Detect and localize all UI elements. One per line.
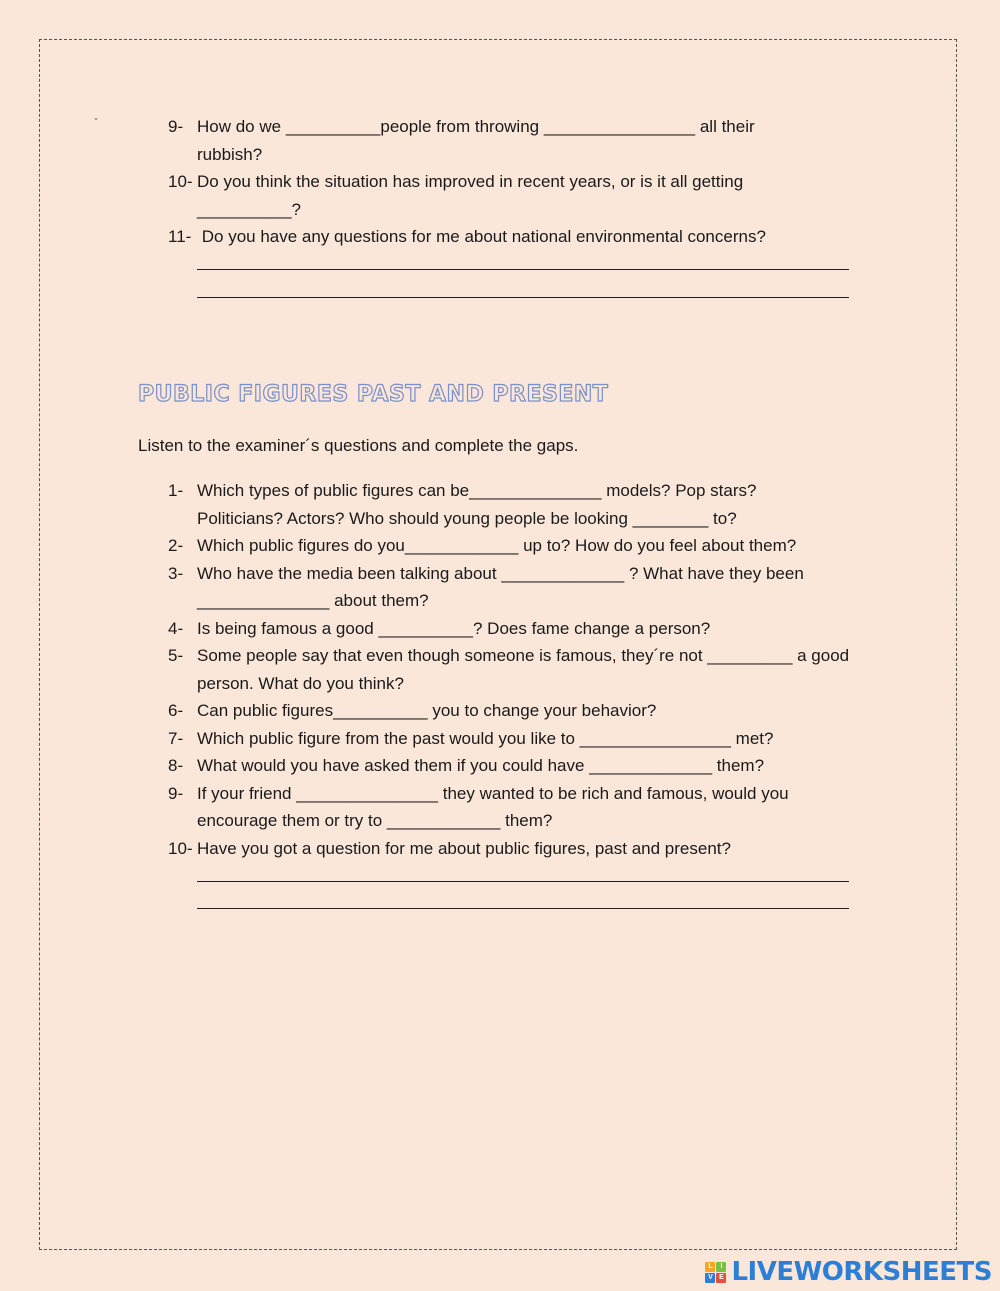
logo-tile: V (705, 1273, 715, 1283)
question-number: 1- (168, 481, 184, 500)
question-number: 10- (168, 838, 193, 858)
question-text: Which public figures do you____________ up to? How do you feel about them? (197, 536, 797, 555)
question-text: Who have the media been talking about _____________ ? What have they been ______________ about them? (197, 563, 809, 610)
question-text: If your friend _______________ they wanted to be rich and famous, would you encourage them or try to ____________ them? (197, 783, 794, 830)
question-number: 3- (168, 563, 184, 583)
question-number: 5- (168, 646, 184, 665)
question-item (168, 642, 877, 697)
question-text: Can public figures__________ you to change your behavior? (197, 701, 657, 720)
question-item (168, 113, 797, 168)
question-text: What would you have asked them if you could have _____________ them? (197, 756, 765, 775)
question-item (168, 615, 868, 643)
logo-tile: L (705, 1262, 715, 1272)
question-number: 10- (168, 172, 193, 191)
question-number: 2- (168, 536, 184, 555)
logo-text: LIVEWORKSHEETS (731, 1257, 992, 1287)
answer-line[interactable] (197, 243, 849, 271)
liveworksheets-logo (705, 1257, 992, 1287)
question-number: 7- (168, 728, 184, 748)
question-item (168, 752, 868, 780)
question-text: Some people say that even though someone is famous, they´re not _________ a good person. What do you think? (197, 646, 854, 693)
answer-line[interactable] (197, 270, 849, 298)
question-number: 8- (168, 756, 184, 775)
question-text: Do you think the situation has improved in recent years, or is it all getting __________? (197, 172, 748, 219)
question-item (168, 780, 867, 835)
question-number: 4- (168, 618, 184, 638)
question-item (168, 477, 817, 532)
question-number: 11- (168, 227, 192, 246)
question-text: Which types of public figures can be______________ models? Pop stars? Politicians? Actors? Who should young people be looking ________ to? (197, 481, 762, 528)
question-item (168, 725, 868, 753)
question-text: Have you got a question for me about public figures, past and present? (197, 838, 731, 858)
question-item (168, 168, 797, 223)
question-text: Is being famous a good __________? Does fame change a person? (197, 618, 711, 638)
instructions: Listen to the examiner´s questions and complete the gaps. (138, 436, 579, 455)
logo-tile: I (716, 1262, 726, 1272)
question-list-public-figures (168, 477, 868, 917)
logo-tile: E (716, 1273, 726, 1283)
question-item (168, 697, 868, 725)
stray-mark (95, 118, 97, 120)
question-text: Which public figure from the past would you like to ________________ met? (197, 728, 774, 748)
question-text: How do we __________people from throwing ________________ all their rubbish? (197, 117, 760, 164)
question-number: 9- (168, 117, 184, 136)
question-number: 6- (168, 701, 184, 720)
answer-line[interactable] (197, 882, 849, 910)
question-item (168, 532, 868, 560)
section-title: PUBLIC FIGURES PAST AND PRESENT (138, 382, 609, 407)
answer-line[interactable] (197, 854, 849, 882)
question-number: 9- (168, 783, 184, 803)
question-list-environment (168, 113, 868, 306)
question-item (168, 560, 877, 615)
logo-icon (705, 1262, 726, 1283)
question-text: Do you have any questions for me about national environmental concerns? (197, 227, 766, 246)
